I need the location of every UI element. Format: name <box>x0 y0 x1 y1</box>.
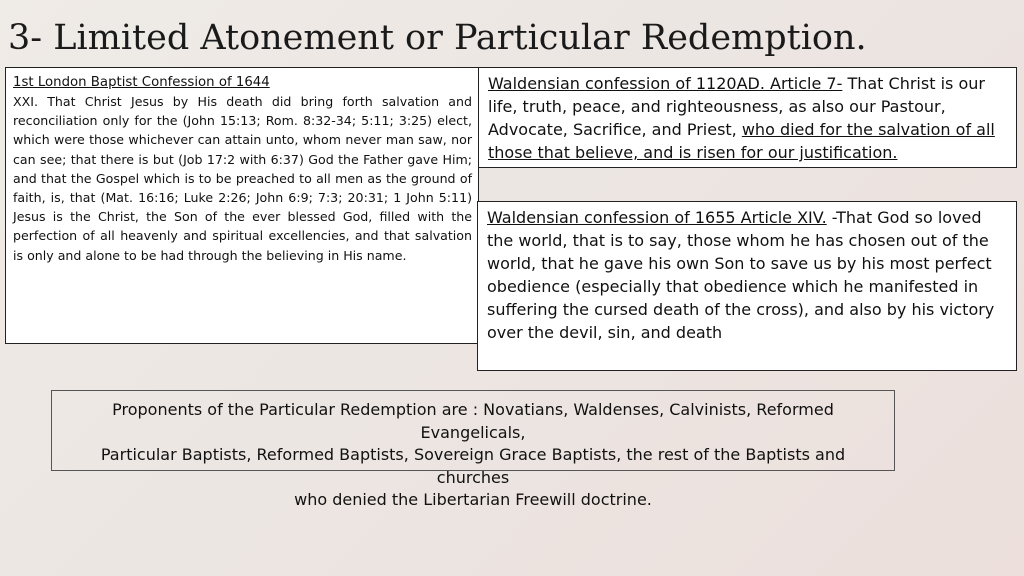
proponents-line-1: Proponents of the Particular Redemption are : Novatians, Waldenses, Calvinists, Reformed Evangelicals, <box>112 400 834 442</box>
waldensian-1655-heading: Waldensian confession of 1655 Article XIV. <box>487 208 827 227</box>
london-confession-body: XXI. That Christ Jesus by His death did bring forth salvation and reconciliation only for the (John 15:13; Rom. 8:32-34; 5:11; 3:25) elect, which were those whichever can attain unto, whom never man saw, nor can see; that there is but (Job 17:2 with 6:37) God the Father gave Him; and that the Gospel which is to be preached to all men as the ground of faith, is, that (Mat. 16:16; Luke 2:26; John 6:9; 7:3; 20:31; 1 John 5:11) Jesus is the Christ, the Son of the ever blessed God, filled with the perfection of all heavenly and spiritual excellencies, and that salvation is only and alone to be had through the believing in His name. <box>13 94 472 263</box>
waldensian-1655-text: -That God so loved the world, that is to say, those whom he has chosen out of the world, that he gave his own Son to save us by his most perfect obedience (especially that obedience which he manifested in suffering the cursed death of the cross), and also by his victory over the devil, sin, and death <box>487 208 995 342</box>
proponents-line-3: who denied the Libertarian Freewill doctrine. <box>294 490 652 509</box>
proponents-line-2: Particular Baptists, Reformed Baptists, Sovereign Grace Baptists, the rest of the Baptists and churches <box>100 445 846 487</box>
waldensian-1655-box <box>477 201 1017 371</box>
proponents-box <box>51 390 895 509</box>
waldensian-1120-text: That Christ is our life, truth, peace, and righteousness, as also our Pastour, Advocate, Sacrifice, and Priest, <box>488 74 985 139</box>
london-confession-heading: 1st London Baptist Confession of 1644 <box>13 75 270 90</box>
waldensian-1120-box <box>478 67 1017 168</box>
waldensian-1120-underlined: who died for the salvation of all those that believe, and is risen for our justification. <box>488 120 995 162</box>
london-confession-box <box>5 67 479 344</box>
waldensian-1120-heading: Waldensian confession of 1120AD. Article 7- <box>488 74 843 93</box>
slide-title: 3- Limited Atonement or Particular Redemption. <box>8 18 867 58</box>
